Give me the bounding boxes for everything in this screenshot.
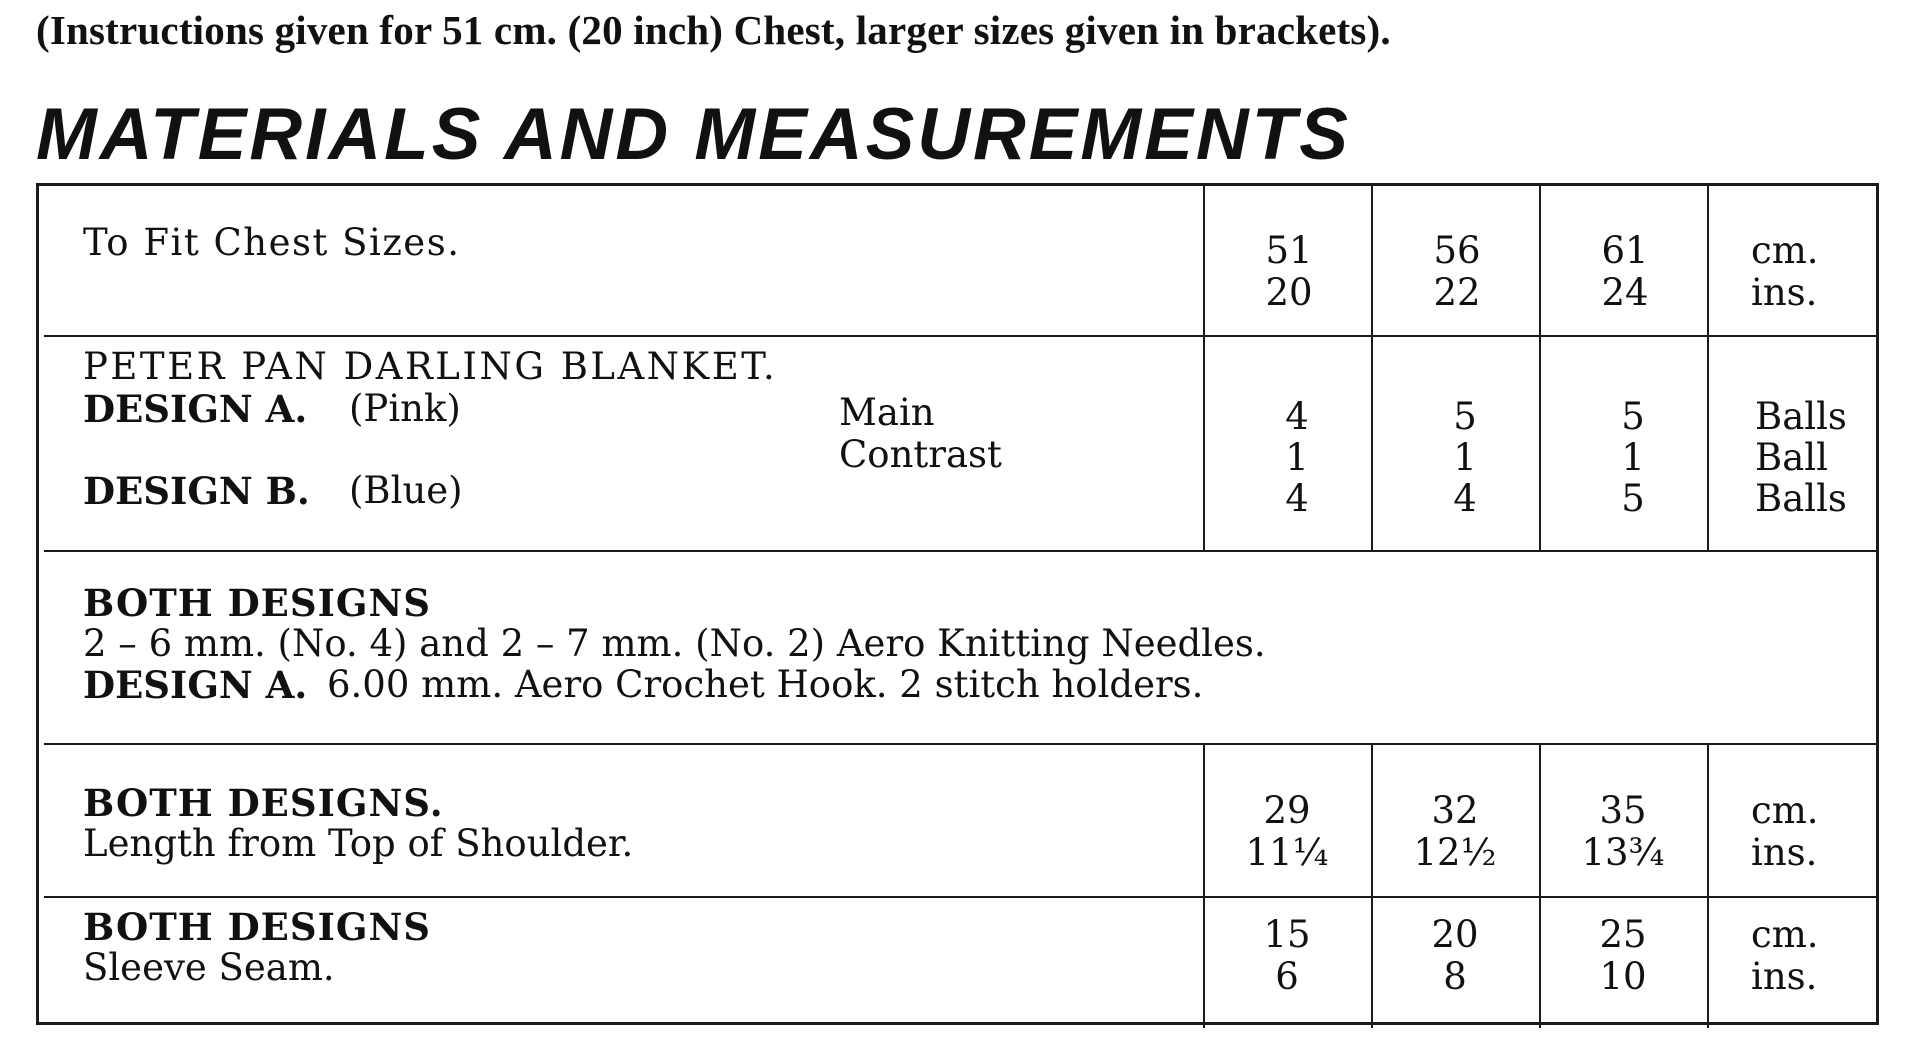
- sleeve-ins: 10: [1599, 955, 1647, 998]
- design-a-color: (Pink): [349, 387, 461, 430]
- unit-balls: Balls: [1755, 477, 1847, 520]
- materials-table: [36, 183, 1879, 1025]
- contrast-yarn-label: Contrast: [839, 433, 1002, 476]
- sleeve-ins: 6: [1275, 955, 1299, 998]
- length-cm: 29: [1263, 789, 1311, 832]
- sleeve-cm: 15: [1263, 913, 1311, 956]
- length-cm: 35: [1599, 789, 1647, 832]
- column-divider: [1203, 743, 1205, 1028]
- design-b-color: (Blue): [349, 469, 463, 512]
- chest-size-cm: 51: [1265, 229, 1313, 272]
- sleeve-cm: 20: [1431, 913, 1479, 956]
- main-yarn-label: Main: [839, 391, 935, 434]
- length-ins: 12½: [1413, 831, 1497, 874]
- blanket-main-balls: 5: [1621, 395, 1645, 438]
- length-title: BOTH DESIGNS.: [83, 781, 444, 825]
- needles-title: BOTH DESIGNS: [83, 581, 432, 625]
- column-divider: [1707, 743, 1709, 1028]
- column-divider: [1203, 186, 1205, 550]
- blanket-design-b-balls: 4: [1453, 477, 1477, 520]
- chest-sizes-label: To Fit Chest Sizes.: [83, 221, 461, 264]
- unit-balls: Balls: [1755, 395, 1847, 438]
- row-divider: [44, 896, 1876, 898]
- row-divider: [44, 550, 1876, 552]
- chest-size-ins: 22: [1433, 271, 1481, 314]
- unit-ball: Ball: [1755, 436, 1828, 479]
- length-ins: 11¼: [1245, 831, 1329, 874]
- length-ins: 13¾: [1581, 831, 1665, 874]
- chest-size-ins: 20: [1265, 271, 1313, 314]
- chest-size-cm: 61: [1601, 229, 1649, 272]
- unit-ins: ins.: [1751, 955, 1818, 998]
- row-divider: [44, 335, 1876, 337]
- sleeve-ins: 8: [1443, 955, 1467, 998]
- unit-ins: ins.: [1751, 831, 1818, 874]
- chest-size-ins: 24: [1601, 271, 1649, 314]
- length-label: Length from Top of Shoulder.: [83, 822, 634, 865]
- unit-cm: cm.: [1751, 913, 1819, 956]
- row-divider: [44, 743, 1876, 745]
- sleeve-cm: 25: [1599, 913, 1647, 956]
- blanket-design-b-balls: 5: [1621, 477, 1645, 520]
- column-divider: [1539, 743, 1541, 1028]
- blanket-design-b-balls: 4: [1285, 477, 1309, 520]
- unit-ins: ins.: [1751, 271, 1818, 314]
- unit-cm: cm.: [1751, 789, 1819, 832]
- blanket-contrast-balls: 1: [1621, 436, 1645, 479]
- blanket-main-balls: 4: [1285, 395, 1309, 438]
- length-cm: 32: [1431, 789, 1479, 832]
- unit-cm: cm.: [1751, 229, 1819, 272]
- crochet-hook-line: 6.00 mm. Aero Crochet Hook. 2 stitch holders.: [327, 663, 1204, 706]
- blanket-main-balls: 5: [1453, 395, 1477, 438]
- blanket-contrast-balls: 1: [1453, 436, 1477, 479]
- design-b-label: DESIGN B.: [83, 469, 310, 513]
- blanket-title: PETER PAN DARLING BLANKET.: [83, 345, 778, 388]
- design-a-label: DESIGN A.: [83, 387, 308, 431]
- sleeve-label: Sleeve Seam.: [83, 946, 335, 989]
- chest-size-cm: 56: [1433, 229, 1481, 272]
- design-a-label: DESIGN A.: [83, 663, 308, 707]
- blanket-contrast-balls: 1: [1285, 436, 1309, 479]
- sleeve-title: BOTH DESIGNS: [83, 905, 432, 949]
- column-divider: [1371, 743, 1373, 1028]
- needles-line: 2 – 6 mm. (No. 4) and 2 – 7 mm. (No. 2) Aero Knitting Needles.: [83, 622, 1266, 665]
- section-heading: MATERIALS AND MEASUREMENTS: [36, 94, 1351, 175]
- instructions-note: (Instructions given for 51 cm. (20 inch) Chest, larger sizes given in brackets).: [36, 7, 1391, 53]
